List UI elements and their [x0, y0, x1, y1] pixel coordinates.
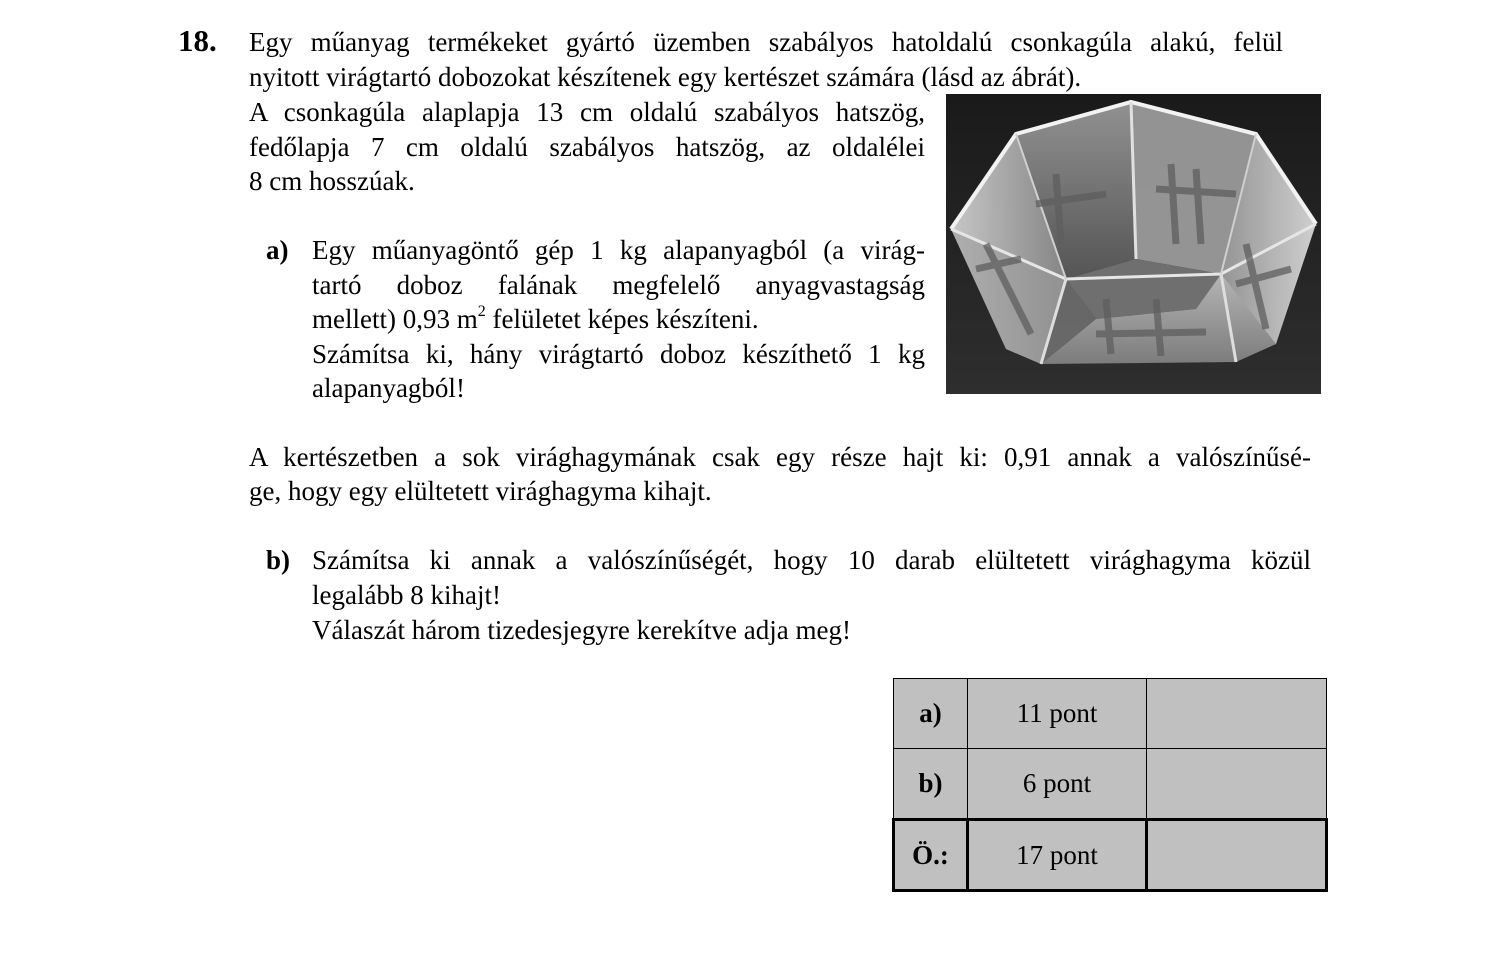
square-superscript: 2: [477, 303, 486, 320]
part-a-line-3-before: mellett) 0,93 m: [312, 304, 478, 334]
score-row-a: [894, 679, 1327, 749]
score-total-points: 17 pont: [968, 820, 1147, 891]
score-earned-cell[interactable]: [1147, 749, 1327, 820]
part-a-line-2: tartó doboz falának megfelelő anyagvastagság: [312, 270, 925, 300]
score-earned-cell[interactable]: [1147, 679, 1327, 749]
part-a-line-3-after: felületet képes készíteni.: [485, 304, 759, 334]
score-part-label: a): [894, 679, 968, 749]
part-b-line-3: Válaszát három tizedesjegyre kerekítve adja meg!: [312, 615, 851, 645]
score-max-points: 6 pont: [968, 749, 1147, 820]
intro-line-2: nyitott virágtartó dobozokat készítenek egy kertészet számára (lásd az ábrát).: [249, 62, 1082, 92]
flower-box-photo: [946, 94, 1321, 394]
score-table: [892, 678, 1328, 892]
score-part-label: b): [894, 749, 968, 820]
part-a-question-1: Számítsa ki, hány virágtartó doboz készíthető 1 kg: [312, 339, 925, 369]
score-total-label: Ö.:: [894, 820, 968, 891]
part-b-line-2: legalább 8 kihajt!: [312, 580, 501, 610]
score-row-total: [894, 820, 1327, 891]
problem-number: 18.: [178, 23, 217, 58]
part-a-question-2: alapanyagból!: [312, 373, 465, 403]
geometry-line-2: fedőlapja 7 cm oldalú szabályos hatszög, az oldalélei: [249, 132, 925, 162]
geometry-line-3: 8 cm hosszúak.: [249, 166, 415, 196]
part-a-line-1: Egy műanyagöntő gép 1 kg alapanyagból (a virág-: [312, 235, 925, 265]
score-row-b: [894, 749, 1327, 820]
intro-line-1: Egy műanyag termékeket gyártó üzemben szabályos hatoldalú csonkagúla alakú, felül: [249, 27, 1283, 57]
flower-box-illustration: [946, 94, 1321, 394]
probability-line-1: A kertészetben a sok virághagymának csak egy része hajt ki: 0,91 annak a valószínűsé-: [249, 442, 1311, 472]
score-total-earned-cell[interactable]: [1147, 820, 1327, 891]
geometry-line-1: A csonkagúla alaplapja 13 cm oldalú szabályos hatszög,: [249, 97, 925, 127]
part-a-line-3: [312, 302, 759, 336]
part-b-line-1: Számítsa ki annak a valószínűségét, hogy 10 darab elültetett virághagyma közül: [312, 545, 1311, 575]
part-a-label: a): [266, 235, 289, 265]
part-b-label: b): [266, 545, 291, 575]
probability-line-2: ge, hogy egy elültetett virághagyma kihajt.: [249, 476, 712, 506]
score-max-points: 11 pont: [968, 679, 1147, 749]
